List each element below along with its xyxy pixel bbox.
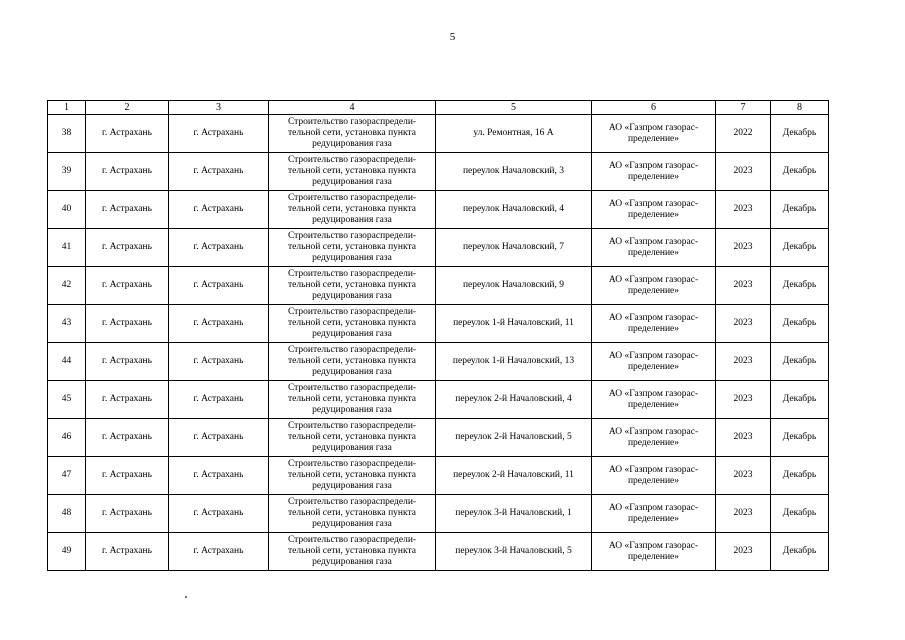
column-header-7: 7 xyxy=(716,101,771,115)
work-description-cell xyxy=(269,153,436,191)
address-cell: переулок Началовский, 7 xyxy=(436,229,592,267)
year-cell: 2023 xyxy=(716,153,771,191)
row-number: 38 xyxy=(48,115,86,153)
locality-cell: г. Астрахань xyxy=(169,419,269,457)
work-description-line: тельной сети, установка пункта xyxy=(288,204,416,214)
owner-line: АО «Газпром газорас- xyxy=(608,122,699,133)
work-description-line: Строительство газораспредели- xyxy=(287,117,417,127)
work-description-line: редуцирования газа xyxy=(312,367,392,377)
month-cell: Декабрь xyxy=(771,305,829,343)
owner-line: пределение» xyxy=(627,437,680,448)
column-header-8: 8 xyxy=(771,101,829,115)
owner-line: пределение» xyxy=(627,475,680,486)
locality-cell: г. Астрахань xyxy=(169,343,269,381)
address-cell: переулок Началовский, 4 xyxy=(436,191,592,229)
district-cell: г. Астрахань xyxy=(86,305,169,343)
row-number: 41 xyxy=(48,229,86,267)
owner-line: АО «Газпром газорас- xyxy=(608,464,699,475)
work-description-line: редуцирования газа xyxy=(312,557,392,567)
owner-line: АО «Газпром газорас- xyxy=(608,198,699,209)
work-description-cell xyxy=(269,115,436,153)
work-description-line: Строительство газораспредели- xyxy=(287,459,417,469)
year-cell: 2023 xyxy=(716,533,771,571)
row-number: 47 xyxy=(48,457,86,495)
table-row xyxy=(48,343,829,381)
locality-cell: г. Астрахань xyxy=(169,115,269,153)
table-row xyxy=(48,115,829,153)
year-cell: 2023 xyxy=(716,495,771,533)
work-description-line: редуцирования газа xyxy=(312,139,392,149)
row-number: 40 xyxy=(48,191,86,229)
table-row xyxy=(48,495,829,533)
table-body xyxy=(48,115,829,571)
column-header-3: 3 xyxy=(169,101,269,115)
year-cell: 2023 xyxy=(716,381,771,419)
work-description-line: редуцирования газа xyxy=(312,253,392,263)
column-number-row xyxy=(48,101,829,115)
month-cell: Декабрь xyxy=(771,267,829,305)
owner-cell xyxy=(592,229,716,267)
work-description-line: Строительство газораспредели- xyxy=(287,497,417,507)
year-cell: 2023 xyxy=(716,457,771,495)
address-cell: переулок Началовский, 3 xyxy=(436,153,592,191)
work-description-line: редуцирования газа xyxy=(312,405,392,415)
owner-line: АО «Газпром газорас- xyxy=(608,502,699,513)
locality-cell: г. Астрахань xyxy=(169,267,269,305)
owner-line: пределение» xyxy=(627,513,680,524)
locality-cell: г. Астрахань xyxy=(169,305,269,343)
work-description-line: тельной сети, установка пункта xyxy=(288,318,416,328)
owner-line: АО «Газпром газорас- xyxy=(608,388,699,399)
row-number: 44 xyxy=(48,343,86,381)
district-cell: г. Астрахань xyxy=(86,419,169,457)
work-description-line: редуцирования газа xyxy=(312,329,392,339)
work-description-line: Строительство газораспредели- xyxy=(287,155,417,165)
address-cell: переулок 3-й Началовский, 5 xyxy=(436,533,592,571)
owner-line: АО «Газпром газорас- xyxy=(608,350,699,361)
month-cell: Декабрь xyxy=(771,229,829,267)
schedule-table xyxy=(47,100,829,571)
locality-cell: г. Астрахань xyxy=(169,191,269,229)
work-description-line: тельной сети, установка пункта xyxy=(288,508,416,518)
owner-line: АО «Газпром газорас- xyxy=(608,236,699,247)
district-cell: г. Астрахань xyxy=(86,115,169,153)
work-description-line: редуцирования газа xyxy=(312,443,392,453)
district-cell: г. Астрахань xyxy=(86,153,169,191)
month-cell: Декабрь xyxy=(771,115,829,153)
owner-cell xyxy=(592,305,716,343)
table-row xyxy=(48,533,829,571)
year-cell: 2023 xyxy=(716,191,771,229)
column-header-1: 1 xyxy=(48,101,86,115)
locality-cell: г. Астрахань xyxy=(169,533,269,571)
row-number: 49 xyxy=(48,533,86,571)
month-cell: Декабрь xyxy=(771,343,829,381)
work-description-cell xyxy=(269,381,436,419)
district-cell: г. Астрахань xyxy=(86,229,169,267)
row-number: 46 xyxy=(48,419,86,457)
owner-cell xyxy=(592,495,716,533)
locality-cell: г. Астрахань xyxy=(169,381,269,419)
locality-cell: г. Астрахань xyxy=(169,153,269,191)
owner-line: пределение» xyxy=(627,209,680,220)
district-cell: г. Астрахань xyxy=(86,457,169,495)
work-description-line: Строительство газораспредели- xyxy=(287,421,417,431)
owner-line: пределение» xyxy=(627,361,680,372)
work-description-line: редуцирования газа xyxy=(312,215,392,225)
year-cell: 2022 xyxy=(716,115,771,153)
work-description-line: тельной сети, установка пункта xyxy=(288,242,416,252)
row-number: 39 xyxy=(48,153,86,191)
locality-cell: г. Астрахань xyxy=(169,229,269,267)
table-row xyxy=(48,419,829,457)
owner-cell xyxy=(592,419,716,457)
column-header-4: 4 xyxy=(269,101,436,115)
column-header-2: 2 xyxy=(86,101,169,115)
owner-cell xyxy=(592,153,716,191)
work-description-line: тельной сети, установка пункта xyxy=(288,128,416,138)
address-cell: переулок 1-й Началовский, 11 xyxy=(436,305,592,343)
year-cell: 2023 xyxy=(716,229,771,267)
work-description-line: тельной сети, установка пункта xyxy=(288,432,416,442)
row-number: 42 xyxy=(48,267,86,305)
work-description-cell xyxy=(269,305,436,343)
locality-cell: г. Астрахань xyxy=(169,495,269,533)
owner-cell xyxy=(592,381,716,419)
address-cell: переулок 2-й Началовский, 4 xyxy=(436,381,592,419)
district-cell: г. Астрахань xyxy=(86,381,169,419)
address-cell: переулок Началовский, 9 xyxy=(436,267,592,305)
month-cell: Декабрь xyxy=(771,381,829,419)
work-description-line: Строительство газораспредели- xyxy=(287,345,417,355)
table-row xyxy=(48,267,829,305)
owner-line: пределение» xyxy=(627,171,680,182)
owner-cell xyxy=(592,191,716,229)
owner-line: АО «Газпром газорас- xyxy=(608,540,699,551)
address-cell: переулок 2-й Началовский, 5 xyxy=(436,419,592,457)
owner-line: АО «Газпром газорас- xyxy=(608,312,699,323)
work-description-cell xyxy=(269,343,436,381)
work-description-cell xyxy=(269,229,436,267)
work-description-line: Строительство газораспредели- xyxy=(287,193,417,203)
work-description-line: Строительство газораспредели- xyxy=(287,269,417,279)
work-description-line: Строительство газораспредели- xyxy=(287,231,417,241)
column-header-6: 6 xyxy=(592,101,716,115)
owner-cell xyxy=(592,343,716,381)
month-cell: Декабрь xyxy=(771,457,829,495)
year-cell: 2023 xyxy=(716,267,771,305)
work-description-line: редуцирования газа xyxy=(312,291,392,301)
work-description-line: тельной сети, установка пункта xyxy=(288,394,416,404)
work-description-line: редуцирования газа xyxy=(312,177,392,187)
locality-cell: г. Астрахань xyxy=(169,457,269,495)
row-number: 48 xyxy=(48,495,86,533)
work-description-cell xyxy=(269,419,436,457)
address-cell: переулок 2-й Началовский, 11 xyxy=(436,457,592,495)
work-description-line: редуцирования газа xyxy=(312,481,392,491)
owner-cell xyxy=(592,267,716,305)
owner-line: АО «Газпром газорас- xyxy=(608,426,699,437)
year-cell: 2023 xyxy=(716,343,771,381)
owner-line: пределение» xyxy=(627,247,680,258)
table-row xyxy=(48,229,829,267)
work-description-line: Строительство газораспредели- xyxy=(287,535,417,545)
owner-line: пределение» xyxy=(627,399,680,410)
month-cell: Декабрь xyxy=(771,191,829,229)
work-description-line: тельной сети, установка пункта xyxy=(288,356,416,366)
owner-line: пределение» xyxy=(627,551,680,562)
work-description-cell xyxy=(269,191,436,229)
table-row xyxy=(48,381,829,419)
table-row xyxy=(48,153,829,191)
work-description-line: Строительство газораспредели- xyxy=(287,307,417,317)
district-cell: г. Астрахань xyxy=(86,267,169,305)
table-row xyxy=(48,191,829,229)
owner-cell xyxy=(592,533,716,571)
district-cell: г. Астрахань xyxy=(86,533,169,571)
owner-line: пределение» xyxy=(627,133,680,144)
district-cell: г. Астрахань xyxy=(86,495,169,533)
month-cell: Декабрь xyxy=(771,495,829,533)
month-cell: Декабрь xyxy=(771,533,829,571)
table-row xyxy=(48,305,829,343)
work-description-line: редуцирования газа xyxy=(312,519,392,529)
column-header-5: 5 xyxy=(436,101,592,115)
month-cell: Декабрь xyxy=(771,419,829,457)
owner-cell xyxy=(592,115,716,153)
address-cell: переулок 3-й Началовский, 1 xyxy=(436,495,592,533)
owner-cell xyxy=(592,457,716,495)
district-cell: г. Астрахань xyxy=(86,191,169,229)
work-description-cell xyxy=(269,495,436,533)
owner-line: АО «Газпром газорас- xyxy=(608,274,699,285)
year-cell: 2023 xyxy=(716,305,771,343)
year-cell: 2023 xyxy=(716,419,771,457)
month-cell: Декабрь xyxy=(771,153,829,191)
owner-line: АО «Газпром газорас- xyxy=(608,160,699,171)
row-number: 43 xyxy=(48,305,86,343)
work-description-line: тельной сети, установка пункта xyxy=(288,470,416,480)
work-description-line: тельной сети, установка пункта xyxy=(288,280,416,290)
work-description-line: тельной сети, установка пункта xyxy=(288,546,416,556)
page-number: 5 xyxy=(449,31,456,43)
work-description-cell xyxy=(269,267,436,305)
district-cell: г. Астрахань xyxy=(86,343,169,381)
address-cell: ул. Ремонтная, 16 А xyxy=(436,115,592,153)
scan-speck xyxy=(185,596,187,598)
owner-line: пределение» xyxy=(627,285,680,296)
work-description-line: тельной сети, установка пункта xyxy=(288,166,416,176)
work-description-cell xyxy=(269,457,436,495)
row-number: 45 xyxy=(48,381,86,419)
address-cell: переулок 1-й Началовский, 13 xyxy=(436,343,592,381)
owner-line: пределение» xyxy=(627,323,680,334)
work-description-line: Строительство газораспредели- xyxy=(287,383,417,393)
table-row xyxy=(48,457,829,495)
work-description-cell xyxy=(269,533,436,571)
